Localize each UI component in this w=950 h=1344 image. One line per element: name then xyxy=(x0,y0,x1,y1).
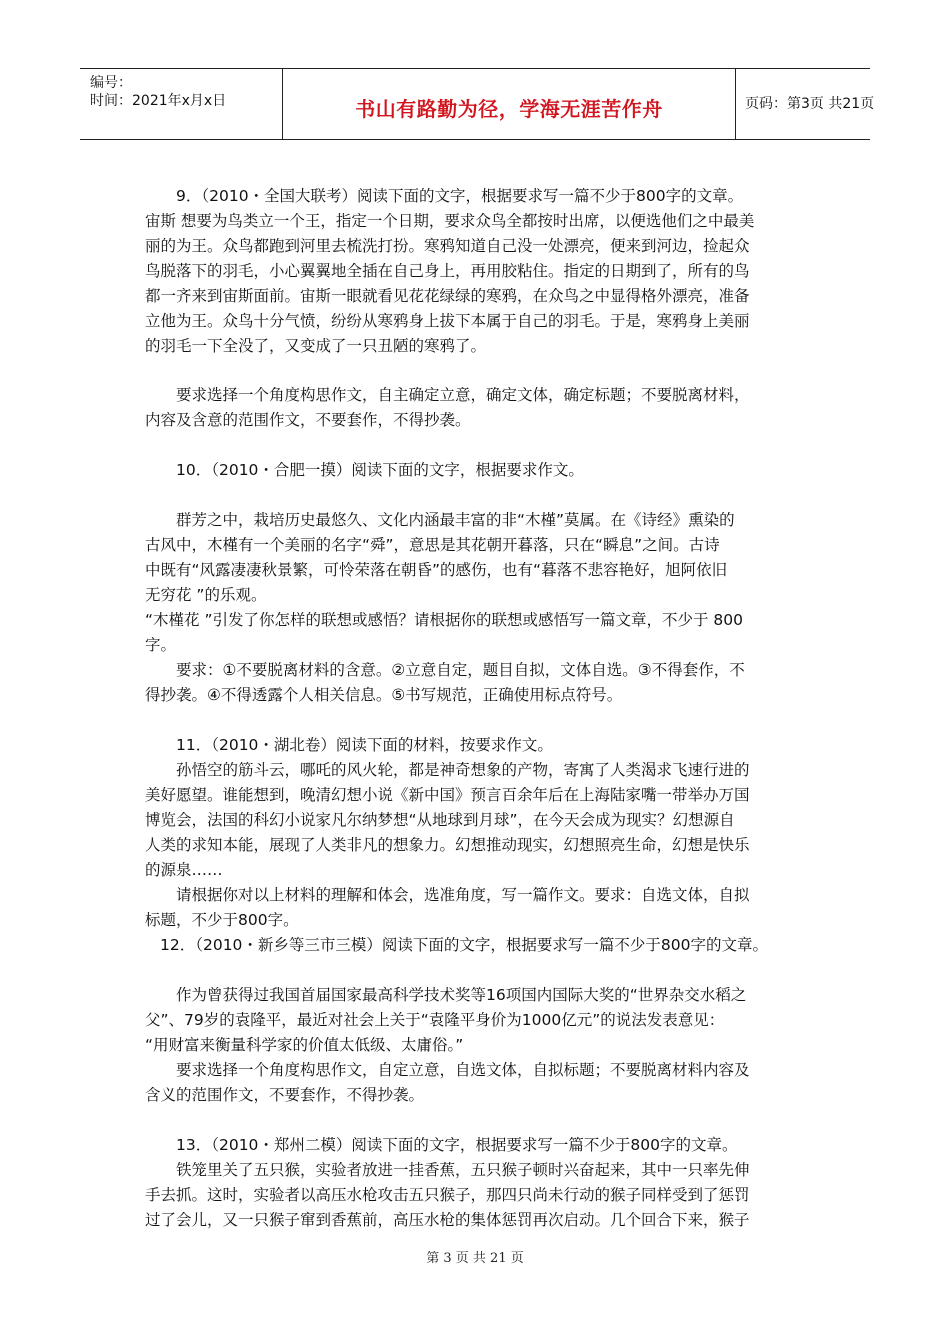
paragraph-line: 立他为王。众鸟十分气愤，纷纷从寒鸦身上拔下本属于自己的羽毛。于是，寒鸦身上美丽 xyxy=(145,312,750,330)
requirement-line: 得抄袭。④不得透露个人相关信息。⑤书写规范，正确使用标点符号。 xyxy=(145,686,623,704)
paragraph-line: 父”、79岁的袁隆平，最近对社会上关于“袁隆平身价为1000亿元”的说法发表意见： xyxy=(145,1011,725,1029)
paragraph-line: 过了会儿，又一只猴子窜到香蕉前，高压水枪的集体惩罚再次启动。几个回合下来，猴子 xyxy=(145,1211,750,1229)
requirement-line: 内容及含意的范围作文，不要套作，不得抄袭。 xyxy=(145,411,471,429)
paragraph-line: 铁笼里关了五只猴，实验者放进一挂香蕉，五只猴子顿时兴奋起来，其中一只率先伸 xyxy=(176,1161,750,1179)
paragraph-line: 丽的为王。众鸟都跑到河里去梳洗打扮。寒鸦知道自己没一处漂亮，便来到河边，捡起众 xyxy=(145,237,750,255)
page-header xyxy=(80,68,875,140)
header-page-cell xyxy=(735,69,875,139)
question-9-title: 9．（2010・全国大联考）阅读下面的文字，根据要求写一篇不少于800字的文章。 xyxy=(176,187,744,205)
question-12-title: 12．（2010・新乡等三市三模）阅读下面的文字，根据要求写一篇不少于800字的文章。 xyxy=(160,936,769,954)
paragraph-line: 都一齐来到宙斯面前。宙斯一眼就看见花花绿绿的寒鸦，在众鸟之中显得格外漂亮，准备 xyxy=(145,287,750,305)
paragraph-line: “木槿花 ”引发了你怎样的联想或感悟？请根据你的联想或感悟写一篇文章，不少于 800 xyxy=(145,611,744,629)
paragraph-line: 人类的求知本能，展现了人类非凡的想象力。幻想推动现实，幻想照亮生命，幻想是快乐 xyxy=(145,836,750,854)
paragraph-line: 中既有“风露凄凄秋景繁，可怜荣落在朝昏”的感伤，也有“暮落不悲容艳好，旭阿依旧 xyxy=(145,561,728,579)
paragraph-line: 作为曾获得过我国首届国家最高科学技术奖等16项国内国际大奖的“世界杂交水稻之 xyxy=(176,986,747,1004)
question-11-title: 11．（2010・湖北卷）阅读下面的材料，按要求作文。 xyxy=(176,736,553,754)
paragraph-line: 宙斯 想要为鸟类立一个王，指定一个日期，要求众鸟全都按时出席，以便选他们之中最美 xyxy=(145,212,755,230)
paragraph-line: 孙悟空的筋斗云，哪吒的风火轮，都是神奇想象的产物，寄寓了人类渴求飞速行进的 xyxy=(176,761,750,779)
requirement-line: 标题，不少于800字。 xyxy=(145,911,299,929)
paragraph-line: 古风中，木槿有一个美丽的名字“舜”，意思是其花朝开暮落，只在“瞬息”之间。古诗 xyxy=(145,536,720,554)
document-date: 时间：2021年x月x日 xyxy=(90,93,227,109)
page-footer: 第 3 页 共 21 页 xyxy=(426,1251,524,1266)
paragraph-line: 手去抓。这时，实验者以高压水枪攻击五只猴子，那四只尚未行动的猴子同样受到了惩罚 xyxy=(145,1186,750,1204)
paragraph-line: 博览会，法国的科幻小说家凡尔纳梦想“从地球到月球”，在今天会成为现实？幻想源自 xyxy=(145,811,735,829)
requirement-line: 要求选择一个角度构思作文，自主确定立意，确定文体，确定标题；不要脱离材料， xyxy=(176,386,750,404)
paragraph-line: 的源泉…… xyxy=(145,861,223,879)
requirement-line: 要求选择一个角度构思作文，自定立意，自选文体，自拟标题；不要脱离材料内容及 xyxy=(176,1061,750,1079)
header-meta-cell xyxy=(80,69,282,139)
paragraph-line: 群芳之中，栽培历史最悠久、文化内涵最丰富的非“木槿”莫属。在《诗经》熏染的 xyxy=(176,511,735,529)
requirement-line: 请根据你对以上材料的理解和体会，选准角度，写一篇作文。要求：自选文体，自拟 xyxy=(176,886,750,904)
paragraph-line: 鸟脱落下的羽毛，小心翼翼地全插在自己身上，再用胶粘住。指定的日期到了，所有的鸟 xyxy=(145,262,750,280)
motto-text: 书山有路勤为径，学海无涯苦作舟 xyxy=(355,97,663,121)
paragraph-line: 的羽毛一下全没了，又变成了一只丑陋的寒鸦了。 xyxy=(145,337,487,355)
paragraph-line: “用财富来衡量科学家的价值太低级、太庸俗。” xyxy=(145,1036,464,1054)
question-10-title: 10．（2010・合肥一摸）阅读下面的文字，根据要求作文。 xyxy=(176,461,584,479)
header-motto-cell xyxy=(282,69,736,139)
requirement-line: 含义的范围作文，不要套作，不得抄袭。 xyxy=(145,1086,425,1104)
paragraph-line: 美好愿望。谁能想到，晚清幻想小说《新中国》预言百余年后在上海陆家嘴一带举办万国 xyxy=(145,786,750,804)
document-number-label: 编号： xyxy=(90,75,132,91)
requirement-line: 要求：①不要脱离材料的含意。②立意自定，题目自拟，文体自选。③不得套作，不 xyxy=(176,661,745,679)
page-info: 页码：第3页 共21页 xyxy=(745,96,875,112)
question-13-title: 13．（2010・郑州二模）阅读下面的文字，根据要求写一篇不少于800字的文章。 xyxy=(176,1136,738,1154)
paragraph-line: 字。 xyxy=(145,636,177,654)
paragraph-line: 无穷花 ”的乐观。 xyxy=(145,586,267,604)
